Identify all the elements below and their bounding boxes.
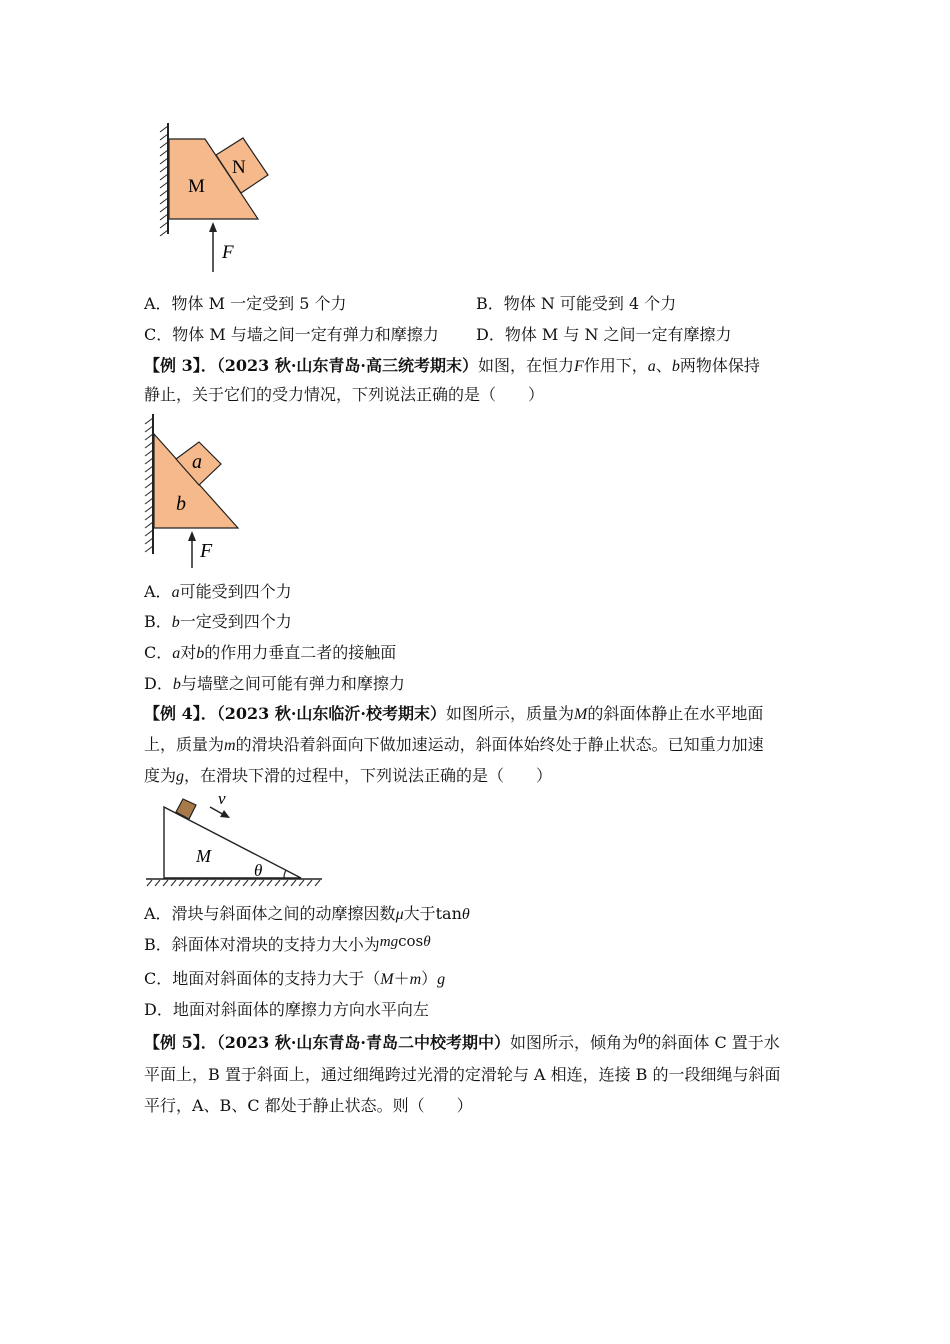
option-var: a [171, 584, 180, 601]
q3-stem-text: 两物体保持 [679, 356, 760, 375]
q4-option-a[interactable] [144, 904, 470, 925]
q4-stem-line3 [144, 766, 552, 787]
option-var: b [172, 676, 181, 693]
q5-dot: ． [200, 1033, 217, 1052]
option-text: ＋ [393, 969, 410, 988]
label-b: b [176, 493, 186, 515]
q4-var-g: g [176, 768, 185, 785]
option-prefix: A． [144, 582, 172, 601]
label-f: F [200, 540, 213, 562]
q3-tag: 【例 3】 [144, 356, 201, 375]
option-var: a [172, 645, 181, 662]
option-var: mg [379, 934, 399, 950]
option-text: 一定受到四个力 [179, 612, 292, 631]
q3-stem-text: 、 [655, 356, 672, 375]
figure-m-n [150, 118, 280, 278]
q5-stem-text: 如图所示，倾角为 [509, 1033, 638, 1052]
option-var: M [380, 971, 394, 988]
label-f: F [222, 242, 234, 263]
q2-option-d[interactable]: D．物体 M 与 N 之间一定有摩擦力 [476, 325, 732, 344]
q4-source: （2023 秋·山东临沂·校考期末） [216, 704, 446, 723]
q4-option-d[interactable]: D．地面对斜面体的摩擦力方向水平向左 [144, 1000, 429, 1019]
figure-incline [146, 789, 326, 888]
option-prefix: C． [144, 643, 173, 662]
q5-tag: 【例 5】 [144, 1033, 201, 1052]
q3-option-a[interactable] [144, 582, 292, 603]
q3-var-b: b [671, 358, 680, 375]
q5-stem-line1 [144, 1033, 780, 1054]
option-text: 与墙壁之间可能有弹力和摩擦力 [180, 674, 405, 693]
option-var: b [196, 645, 205, 662]
q4-var-m: m [224, 737, 236, 754]
label-m: M [196, 846, 211, 866]
force-arrow-head [188, 531, 196, 541]
q4-stem-text: 的斜面体静止在水平地面 [587, 704, 764, 723]
q3-source: （2023 秋·山东青岛·高三统考期末） [216, 356, 478, 375]
incline-m [164, 807, 301, 878]
option-var: g [437, 971, 446, 988]
q2-option-c[interactable]: C．物体 M 与墙之间一定有弹力和摩擦力 [144, 325, 439, 344]
option-prefix: B． [144, 612, 172, 631]
q4-stem-text: 的滑块沿着斜面向下做加速运动，斜面体始终处于静止状态。已知重力加速 [235, 735, 764, 754]
q3-option-d[interactable] [144, 674, 405, 695]
option-text: C．地面对斜面体的支持力大于（ [144, 969, 381, 988]
label-v: v [218, 789, 226, 808]
q3-stem-text: 作用下， [583, 356, 648, 375]
option-var: b [171, 614, 180, 631]
option-var: μ [395, 906, 404, 923]
option-text: 对 [180, 643, 197, 662]
q3-dot: ． [200, 356, 217, 375]
q4-stem-text: ，在滑块下滑的过程中，下列说法正确的是（ ） [184, 766, 553, 785]
q4-stem-text: 如图所示，质量为 [445, 704, 574, 723]
option-var: θ [423, 934, 431, 950]
figure-a-b [140, 412, 250, 572]
label-a: a [192, 451, 202, 473]
q4-option-c[interactable] [144, 969, 445, 990]
q3-option-b[interactable] [144, 612, 292, 633]
option-text: A．滑块与斜面体之间的动摩擦因数 [144, 904, 396, 923]
option-text: 可能受到四个力 [179, 582, 292, 601]
q5-stem-text: 的斜面体 C 置于水 [645, 1033, 780, 1052]
option-text: 大于 [403, 904, 436, 923]
q4-stem-text: 度为 [144, 766, 177, 785]
option-text: cos [398, 932, 424, 950]
option-text: 的作用力垂直二者的接触面 [204, 643, 397, 662]
q3-stem-line1 [144, 356, 760, 377]
q2-option-b[interactable]: B．物体 N 可能受到 4 个力 [476, 294, 677, 313]
q5-var-theta: θ [638, 1032, 646, 1048]
option-var: θ [461, 906, 470, 923]
q4-option-b[interactable] [144, 932, 431, 956]
q3-var-a: a [647, 358, 656, 375]
q4-dot: ． [200, 704, 217, 723]
q3-stem-line2: 静止，关于它们的受力情况，下列说法正确的是（ ） [144, 385, 545, 404]
label-m: M [188, 176, 205, 197]
q3-var-f: F [574, 358, 584, 375]
q4-stem-text: 上，质量为 [144, 735, 225, 754]
label-n: N [232, 157, 246, 178]
q2-option-a[interactable]: A．物体 M 一定受到 5 个力 [144, 294, 347, 313]
option-text: tan [435, 904, 462, 923]
label-theta: θ [254, 861, 263, 880]
option-prefix: D． [144, 674, 173, 693]
option-text: B．斜面体对滑块的支持力大小为 [144, 935, 380, 954]
q4-tag: 【例 4】 [144, 704, 201, 723]
q5-stem-line2: 平面上，B 置于斜面上，通过细绳跨过光滑的定滑轮与 A 相连，连接 B 的一段细绳与斜面 [144, 1065, 781, 1084]
q4-stem-line2 [144, 735, 764, 756]
q3-stem-text: 如图，在恒力 [477, 356, 574, 375]
force-arrow-head [209, 222, 217, 232]
q5-stem-line3: 平行，A、B、C 都处于静止状态。则（ ） [144, 1096, 473, 1115]
option-var: m [409, 971, 422, 988]
q4-stem-line1 [144, 704, 763, 725]
option-text: ） [421, 969, 438, 988]
q5-source: （2023 秋·山东青岛·青岛二中校考期中） [216, 1033, 510, 1052]
q4-var-M: M [574, 706, 588, 723]
q3-option-c[interactable] [144, 643, 396, 664]
